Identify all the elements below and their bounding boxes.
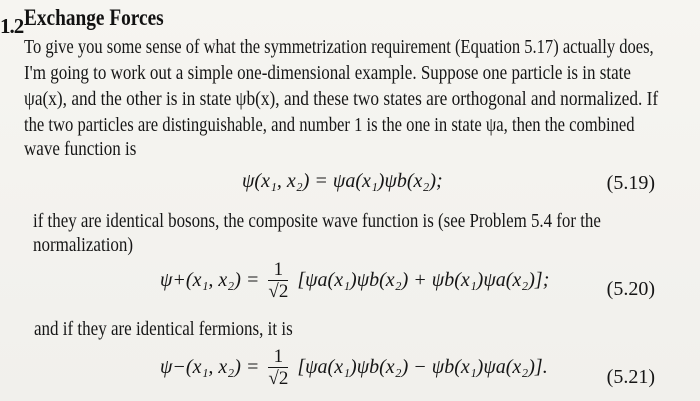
paragraph1-line5: wave function is [24,138,137,160]
paragraph1-line2: I'm going to work out a simple one-dimensional example. Suppose one particle is in state [24,62,631,84]
fraction-one-over-root-two [268,347,288,390]
equation-5-20-number: (5.20) [606,278,655,300]
fraction-one-over-root-two [268,260,288,303]
equation-5-21 [160,347,548,390]
fraction-numerator: 1 [268,260,288,281]
paragraph1-line3: ψa(x), and the other is in state ψb(x), and these two states are orthogonal and normalized. If [24,88,659,110]
equation-5-21-number: (5.21) [606,366,655,388]
equation-5-21-lhs: ψ−(x₁, x₂) = [160,356,260,379]
paragraph2-line1: if they are identical bosons, the composite wave function is (see Problem 5.4 for the [33,210,601,232]
paragraph1-line4: the two particles are distinguishable, and number 1 is the one in state ψa, then the combined [24,114,635,136]
paragraph2-line2: normalization) [33,234,134,256]
fraction-numerator: 1 [268,347,288,368]
fraction-denominator: √2 [268,281,289,302]
paragraph3-line1: and if they are identical fermions, it is [34,318,293,340]
fraction-denominator: √2 [268,368,289,389]
section-number: 1.2 [0,14,24,38]
equation-5-21-rhs: [ψa(x₁)ψb(x₂) − ψb(x₁)ψa(x₂)]. [297,356,548,379]
equation-5-20-lhs: ψ+(x₁, x₂) = [160,269,260,292]
equation-5-20 [160,260,549,303]
paragraph1-line1: To give you some sense of what the symmetrization requirement (Equation 5.17) actually does, [24,36,654,58]
equation-5-19: ψ(x₁, x₂) = ψa(x₁)ψb(x₂); [242,170,443,192]
equation-5-20-rhs: [ψa(x₁)ψb(x₂) + ψb(x₁)ψa(x₂)]; [297,269,550,292]
equation-5-19-number: (5.19) [606,172,655,194]
section-title: Exchange Forces [24,5,164,30]
